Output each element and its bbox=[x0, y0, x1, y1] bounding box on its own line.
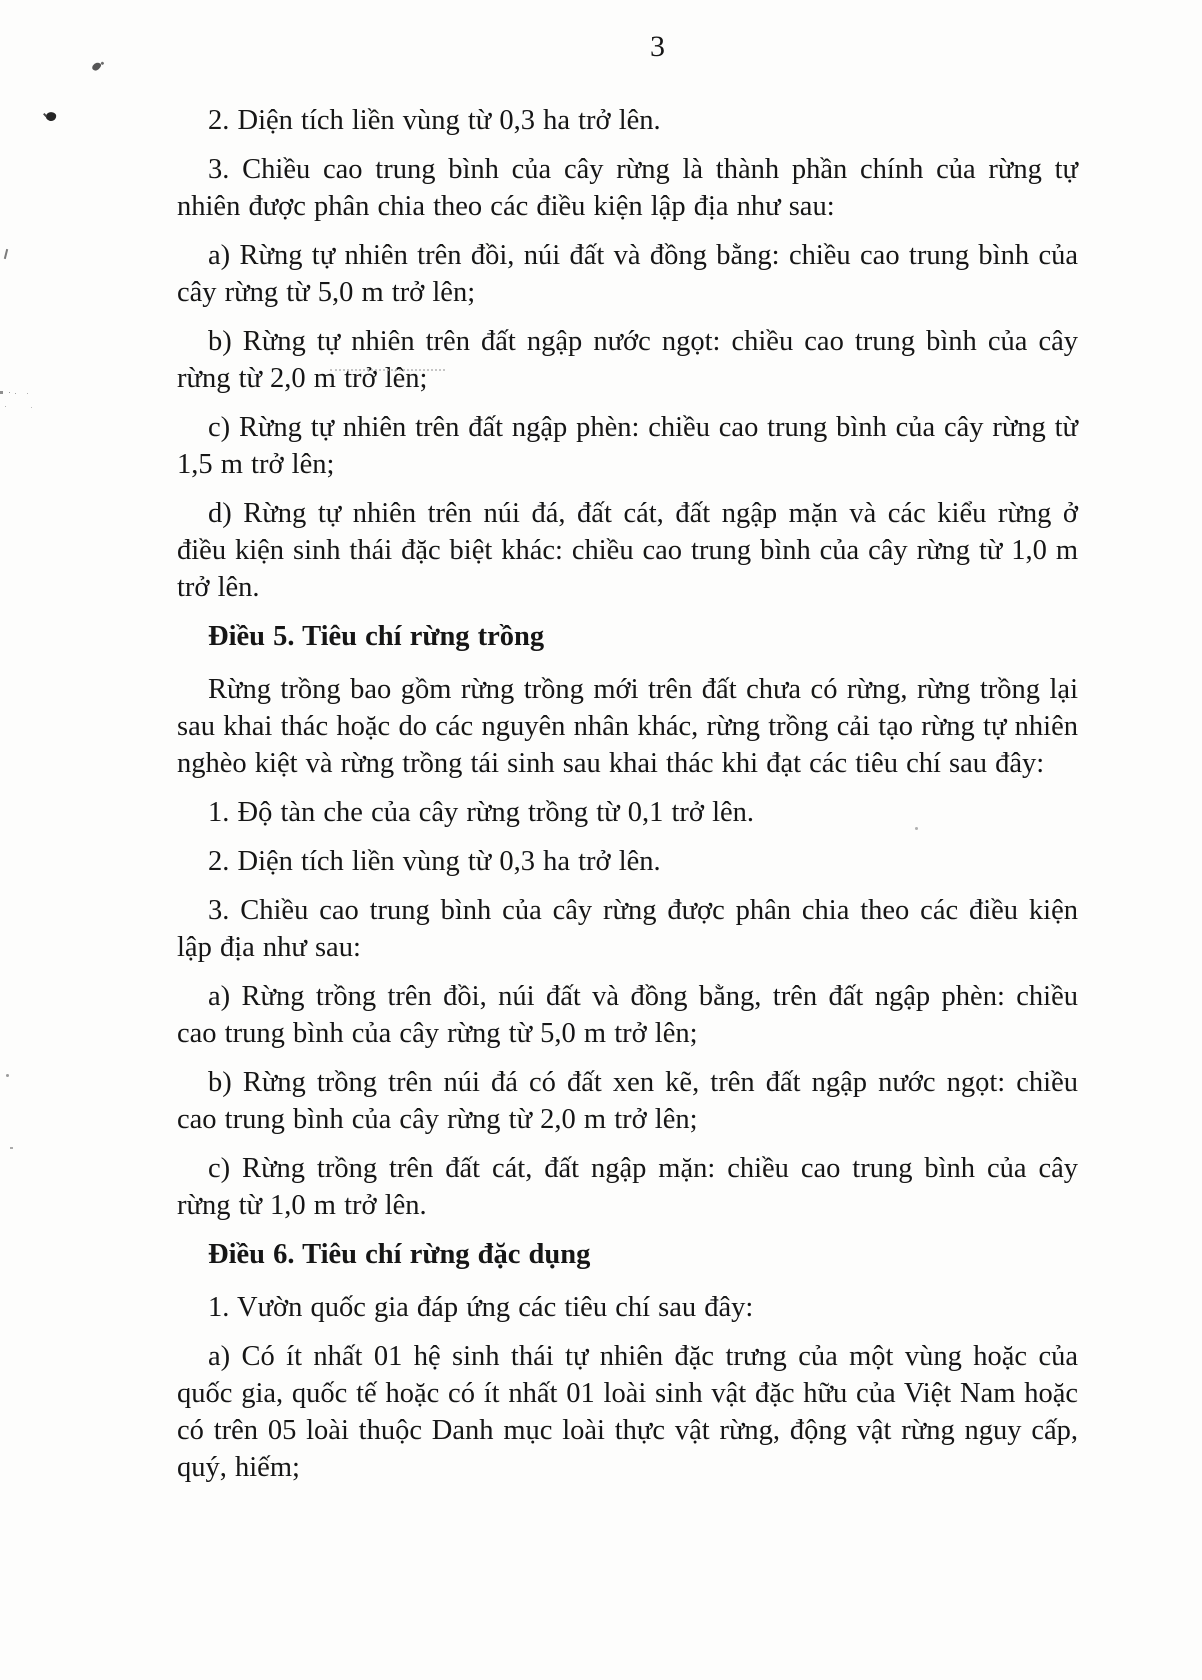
section-heading: Điều 6. Tiêu chí rừng đặc dụng bbox=[208, 1239, 591, 1270]
paragraph: b) Rừng trồng trên núi đá có đất xen kẽ, trên đất ngập nước ngọt: chiều cao trung bình của cây rừng từ 2,0 m trở lên; bbox=[177, 1067, 1078, 1135]
scan-artifact bbox=[91, 61, 102, 72]
paragraph: c) Rừng tự nhiên trên đất ngập phèn: chiều cao trung bình của cây rừng từ 1,5 m trở lên; bbox=[177, 412, 1078, 480]
paragraph: 2. Diện tích liền vùng từ 0,3 ha trở lên. bbox=[208, 105, 661, 136]
paragraph: b) Rừng tự nhiên trên đất ngập nước ngọt: chiều cao trung bình của cây rừng từ 2,0 m trở lên; bbox=[177, 326, 1078, 394]
section-heading: Điều 5. Tiêu chí rừng trồng bbox=[208, 621, 545, 652]
paragraph: a) Có ít nhất 01 hệ sinh thái tự nhiên đặc trưng của một vùng hoặc của quốc gia, quốc tế hoặc có ít nhất 01 loài sinh vật đặc hữu của Việt Nam hoặc có trên 05 loài thuộc Danh mục loài thực vật rừng, động vật rừng nguy cấp, quý, hiếm; bbox=[177, 1341, 1078, 1483]
scan-artifact bbox=[4, 249, 8, 259]
scan-artifact bbox=[6, 1074, 9, 1077]
paragraph: 3. Chiều cao trung bình của cây rừng được phân chia theo các điều kiện lập địa như sau: bbox=[177, 895, 1078, 963]
paragraph: a) Rừng tự nhiên trên đồi, núi đất và đồng bằng: chiều cao trung bình của cây rừng từ 5,0 m trở lên; bbox=[177, 240, 1078, 308]
document-body bbox=[177, 102, 1078, 1498]
scan-artifact bbox=[10, 1147, 13, 1149]
paragraph: 3. Chiều cao trung bình của cây rừng là thành phần chính của rừng tự nhiên được phân chia theo các điều kiện lập địa như sau: bbox=[177, 154, 1078, 222]
paragraph: c) Rừng trồng trên đất cát, đất ngập mặn: chiều cao trung bình của cây rừng từ 1,0 m trở lên. bbox=[177, 1153, 1078, 1221]
paragraph: a) Rừng trồng trên đồi, núi đất và đồng bằng, trên đất ngập phèn: chiều cao trung bình của cây rừng từ 5,0 m trở lên; bbox=[177, 981, 1078, 1049]
paragraph: 2. Diện tích liền vùng từ 0,3 ha trở lên. bbox=[208, 846, 661, 877]
scan-artifact bbox=[0, 391, 3, 394]
paragraph: 1. Vườn quốc gia đáp ứng các tiêu chí sau đây: bbox=[208, 1292, 754, 1323]
page-number: 3 bbox=[650, 30, 665, 63]
paragraph: 1. Độ tàn che của cây rừng trồng từ 0,1 trở lên. bbox=[208, 797, 755, 828]
paragraph: Rừng trồng bao gồm rừng trồng mới trên đất chưa có rừng, rừng trồng lại sau khai thác hoặc do các nguyên nhân khác, rừng trồng cải tạo rừng tự nhiên nghèo kiệt và rừng trồng tái sinh sau khai thác khi đạt các tiêu chí sau đây: bbox=[177, 674, 1078, 779]
paragraph: d) Rừng tự nhiên trên núi đá, đất cát, đất ngập mặn và các kiểu rừng ở điều kiện sinh thái đặc biệt khác: chiều cao trung bình của cây rừng từ 1,0 m trở lên. bbox=[177, 498, 1078, 603]
scan-artifact bbox=[45, 111, 57, 123]
